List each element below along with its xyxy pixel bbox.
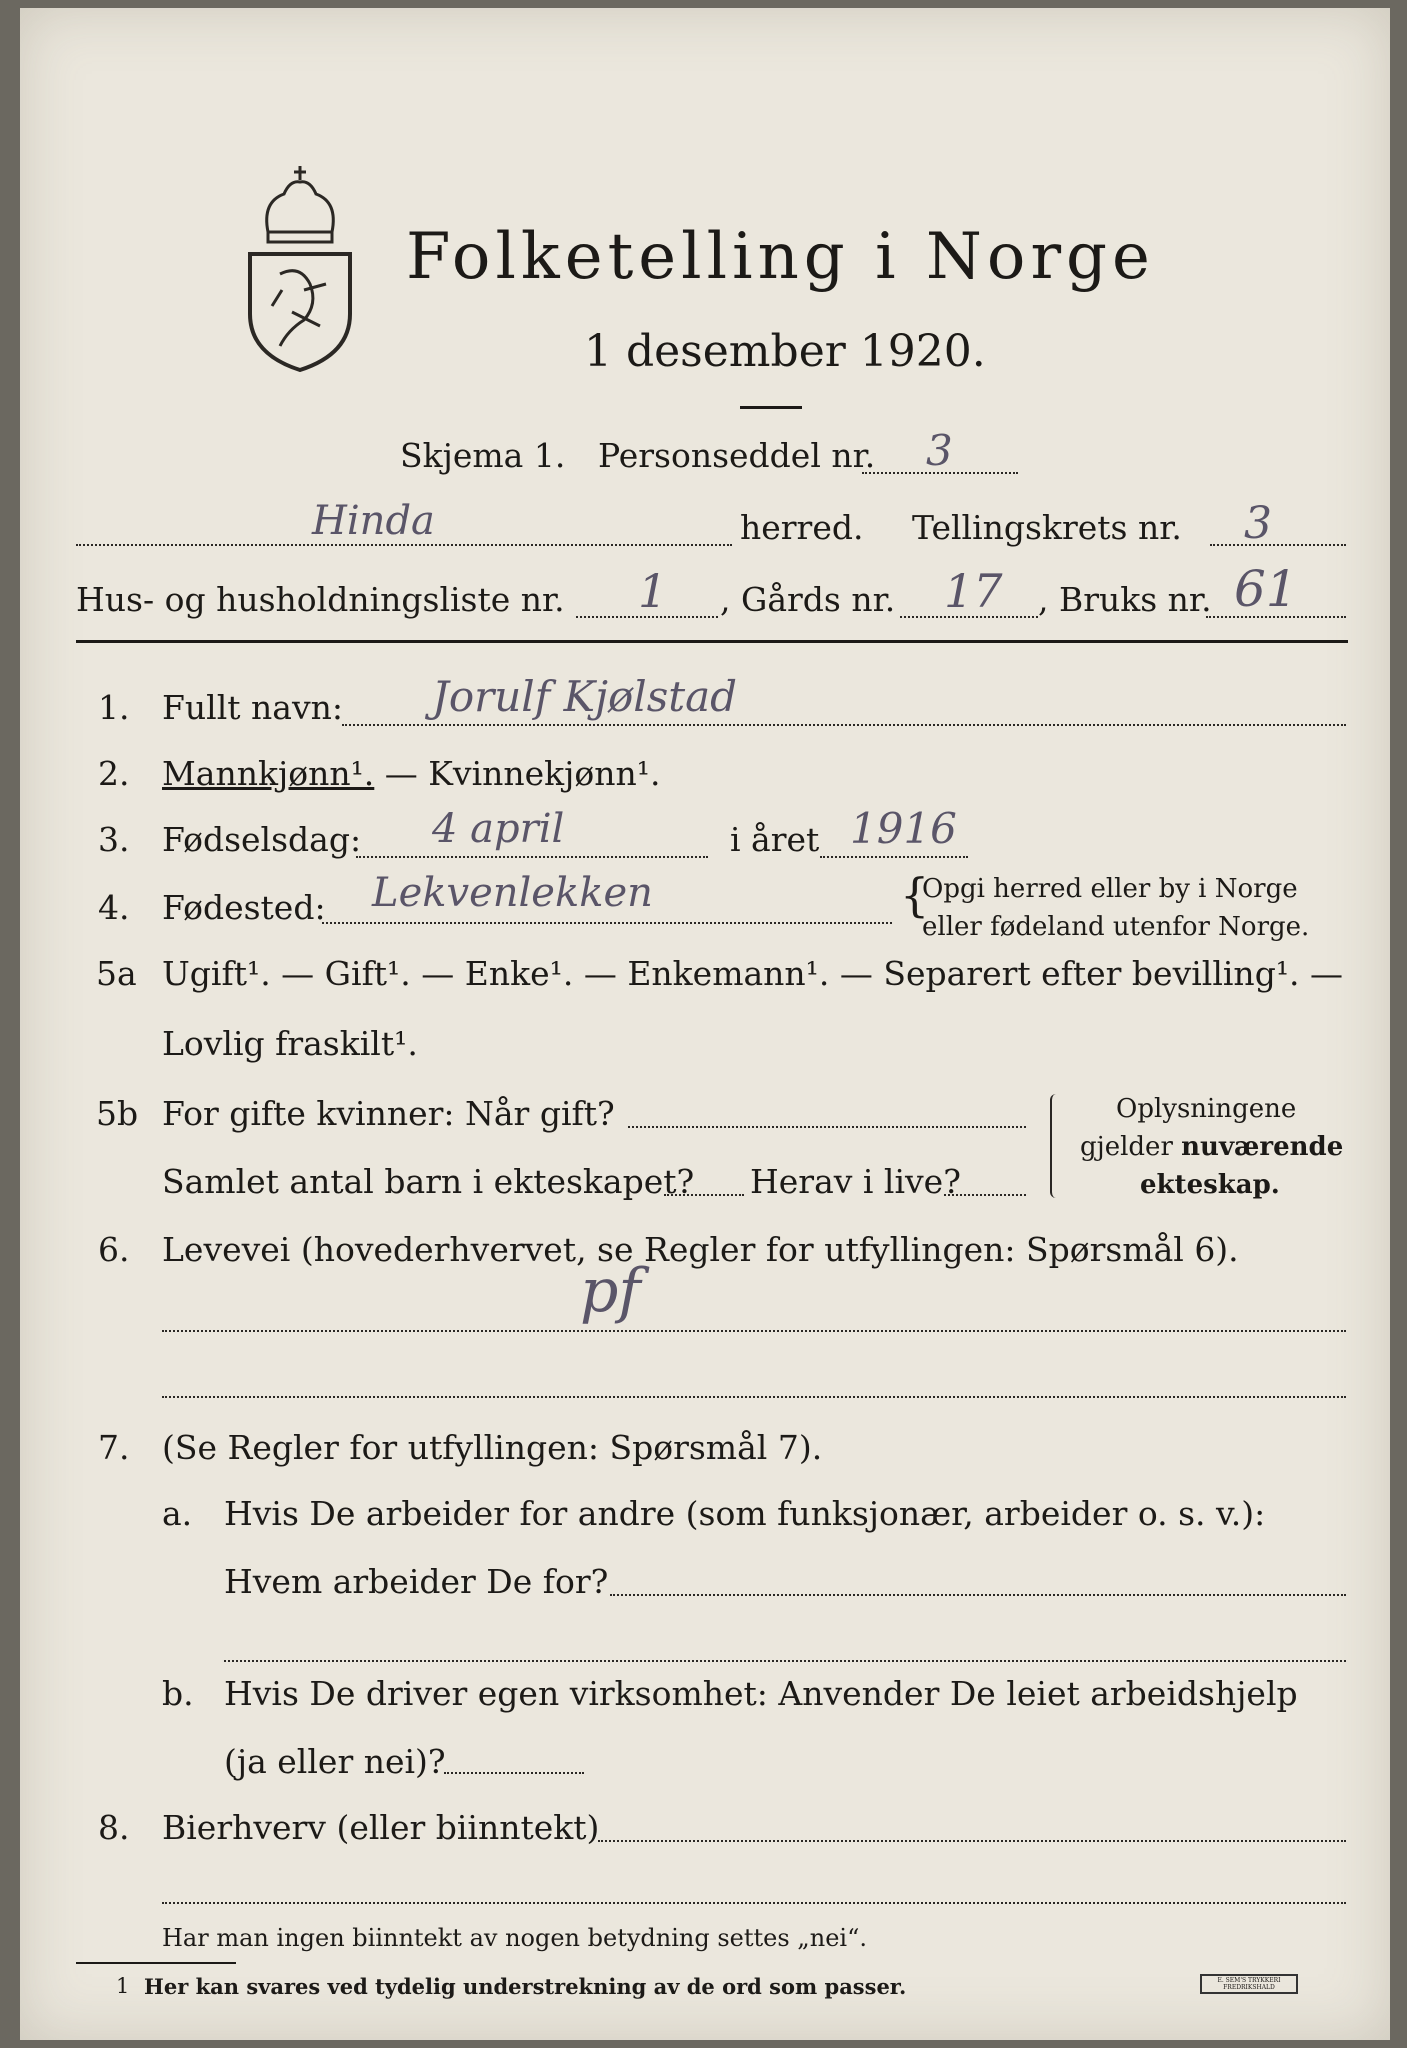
q2-separator: — <box>374 754 429 793</box>
q5b-bracket <box>1050 1094 1060 1198</box>
printer-stamp: E. SEM'S TRYKKERI FREDRIKSHALD <box>1200 1974 1298 1994</box>
bruks-label: , Bruks nr. <box>1038 580 1212 619</box>
hus-value[interactable]: 1 <box>638 564 668 618</box>
q5b-note-line2: gjelder nuværende <box>1080 1132 1344 1162</box>
q6-occupation-value[interactable]: pf <box>580 1256 641 1326</box>
q6-label: Levevei (hovederhvervet, se Regler for utfyllingen: Spørsmål 6). <box>162 1230 1239 1269</box>
q7b-yes-no-label: (ja eller nei)? <box>224 1742 446 1781</box>
tellingskrets-value[interactable]: 3 <box>1244 498 1272 549</box>
q3-year-label: i året <box>730 820 820 859</box>
census-date: 1 desember 1920. <box>584 326 986 377</box>
q5a-number: 5a <box>96 954 137 993</box>
q6-number: 6. <box>98 1230 130 1269</box>
q4-label: Fødested: <box>162 888 326 927</box>
form-title: Folketelling i Norge <box>406 220 1155 294</box>
q2-gender <box>162 754 661 793</box>
q4-number: 4. <box>98 888 130 927</box>
header-rule <box>76 640 1348 643</box>
tellingskrets-label: Tellingskrets nr. <box>912 508 1182 547</box>
q5a-marital-options-line2[interactable]: Lovlig fraskilt¹. <box>162 1024 418 1063</box>
q7b-question: Hvis De driver egen virksomhet: Anvender De leiet arbeidshjelp <box>224 1674 1298 1713</box>
q2-male-option[interactable]: Mannkjønn¹. <box>162 754 375 793</box>
gards-label: , Gårds nr. <box>720 580 896 619</box>
footnote-rule <box>76 1962 236 1964</box>
q7b-letter: b. <box>162 1674 194 1713</box>
skjema-label: Skjema 1. <box>400 436 566 475</box>
q3-number: 3. <box>98 820 130 859</box>
gards-value[interactable]: 17 <box>944 564 1003 618</box>
q8-label: Bierhverv (eller biinntekt) <box>162 1808 600 1847</box>
herred-value[interactable]: Hinda <box>312 498 435 544</box>
q7-number: 7. <box>98 1428 130 1467</box>
q1-number: 1. <box>98 688 130 727</box>
q4-birthplace-value[interactable]: Lekvenlekken <box>372 870 653 916</box>
norway-coat-of-arms-icon <box>234 162 366 372</box>
q4-note-line2: eller fødeland utenfor Norge. <box>922 912 1310 942</box>
q3-label: Fødselsdag: <box>162 820 362 859</box>
q5b-note-line3: ekteskap. <box>1140 1170 1280 1200</box>
q7a-question: Hvis De arbeider for andre (som funksjonær, arbeider o. s. v.): <box>224 1494 1266 1533</box>
q7-label: (Se Regler for utfyllingen: Spørsmål 7). <box>162 1428 823 1467</box>
q8-number: 8. <box>98 1808 130 1847</box>
q2-female-option[interactable]: Kvinnekjønn¹. <box>428 754 661 793</box>
q5b-children-label: Samlet antal barn i ekteskapet? <box>162 1162 695 1201</box>
q2-number: 2. <box>98 754 130 793</box>
footnote-mark: 1 <box>116 1974 130 1998</box>
bruks-value[interactable]: 61 <box>1234 560 1298 618</box>
q3-birthday-value[interactable]: 4 april <box>432 806 565 852</box>
q1-label: Fullt navn: <box>162 688 343 727</box>
personseddel-label: Personseddel nr. <box>598 436 876 475</box>
q7a-employer-label: Hvem arbeider De for? <box>224 1562 609 1601</box>
q4-note-line1: Opgi herred eller by i Norge <box>922 874 1298 904</box>
personseddel-value[interactable]: 3 <box>926 426 953 475</box>
q1-full-name-value[interactable]: Jorulf Kjølstad <box>432 672 738 721</box>
q5b-number: 5b <box>96 1094 139 1133</box>
footer-note: Har man ingen biinntekt av nogen betydning settes „nei“. <box>162 1924 867 1952</box>
q5b-note-line1: Oplysningene <box>1116 1094 1297 1124</box>
q3-year-value[interactable]: 1916 <box>850 804 957 853</box>
title-divider <box>740 406 802 409</box>
footnote-text: Her kan svares ved tydelig understrekning av de ord som passer. <box>144 1974 907 1999</box>
q5b-alive-label: Herav i live? <box>750 1162 961 1201</box>
q7a-letter: a. <box>162 1494 193 1533</box>
hus-label: Hus- og husholdningsliste nr. <box>76 580 565 619</box>
q5a-marital-options[interactable]: Ugift¹. — Gift¹. — Enke¹. — Enkemann¹. — Separert efter bevilling¹. — <box>162 954 1344 993</box>
q4-brace: { <box>900 868 930 922</box>
census-form-sheet <box>20 8 1390 2040</box>
q5b-when-married-label: For gifte kvinner: Når gift? <box>162 1094 615 1133</box>
herred-label: herred. <box>740 508 864 547</box>
